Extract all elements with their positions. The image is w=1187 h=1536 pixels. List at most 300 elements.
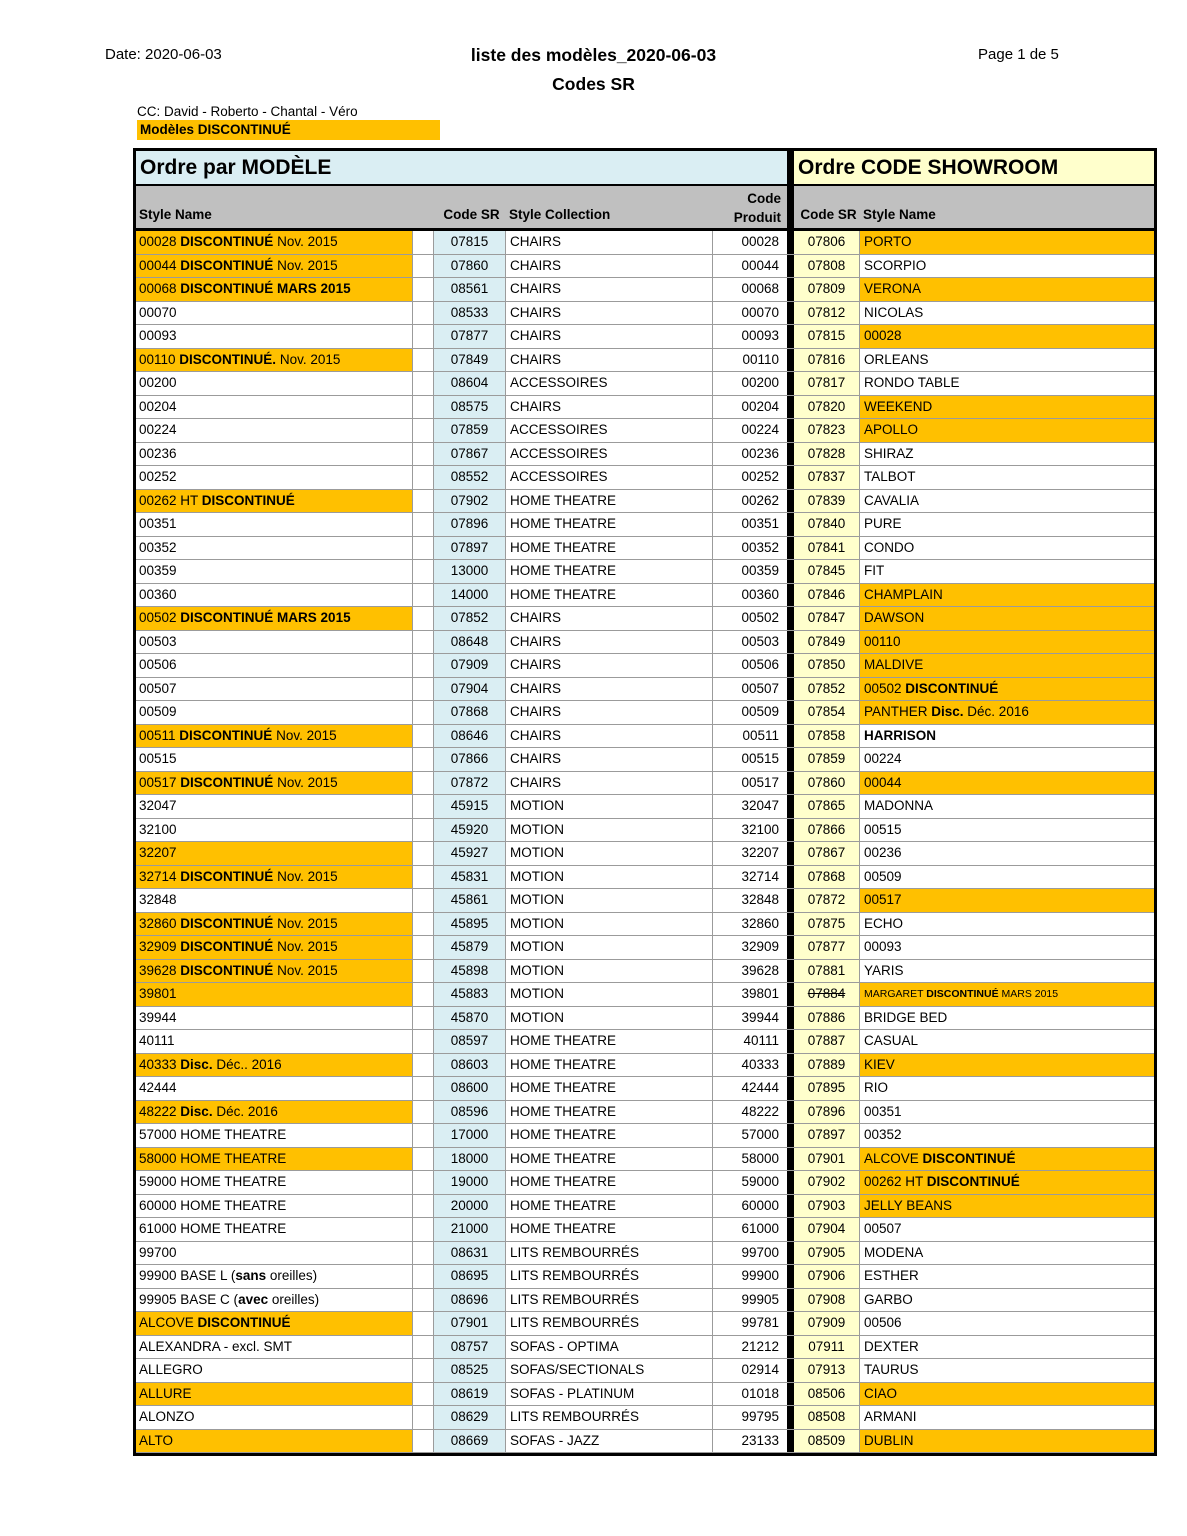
right-code-sr-cell: 07896 xyxy=(794,1101,860,1124)
code-sr-cell: 07867 xyxy=(434,443,506,466)
style-collection-cell: HOME THEATRE xyxy=(506,1148,713,1171)
code-sr-cell: 08629 xyxy=(434,1406,506,1429)
section-divider xyxy=(787,819,794,842)
code-sr-cell: 07868 xyxy=(434,701,506,724)
style-collection-cell: SOFAS - PLATINUM xyxy=(506,1383,713,1406)
section-divider xyxy=(787,983,794,1006)
right-style-name-cell: ORLEANS xyxy=(864,351,929,367)
style-collection-cell: HOME THEATRE xyxy=(506,1124,713,1147)
right-code-sr-cell: 07854 xyxy=(794,701,860,724)
style-name-cell: 00028 DISCONTINUÉ Nov. 2015 xyxy=(136,231,413,254)
section-divider xyxy=(787,1054,794,1077)
code-sr-cell: 17000 xyxy=(434,1124,506,1147)
section-divider xyxy=(787,654,794,677)
code-sr-cell: 07877 xyxy=(434,325,506,348)
code-produit-cell: 00502 xyxy=(741,610,779,625)
right-style-name-cell: DEXTER xyxy=(864,1338,919,1354)
style-name-cell: 57000 HOME THEATRE xyxy=(136,1124,413,1147)
code-produit-cell: 99795 xyxy=(741,1409,779,1424)
right-style-name-cell: JELLY BEANS xyxy=(860,1195,1154,1218)
table-row xyxy=(136,654,1154,678)
style-collection-cell: MOTION xyxy=(506,983,713,1006)
section-divider xyxy=(787,1430,794,1453)
code-produit-cell: 32909 xyxy=(741,939,779,954)
right-style-name-cell: TALBOT xyxy=(864,469,916,484)
code-produit-cell: 99900 xyxy=(741,1268,779,1283)
code-produit-cell: 40111 xyxy=(743,1033,779,1048)
right-style-name-cell: 00515 xyxy=(864,821,902,837)
table-row xyxy=(136,1077,1154,1101)
style-name-cell: ALTO xyxy=(136,1430,413,1453)
table-row xyxy=(136,325,1154,349)
table-row xyxy=(136,255,1154,279)
style-collection-cell: CHAIRS xyxy=(506,325,713,348)
code-sr-cell: 07866 xyxy=(434,748,506,771)
spacer-cell xyxy=(413,654,434,677)
cc-line: CC: David - Roberto - Chantal - Véro xyxy=(137,104,358,119)
code-sr-cell: 08552 xyxy=(434,466,506,489)
table-row xyxy=(136,231,1154,255)
spacer-cell xyxy=(413,678,434,701)
right-style-name-cell: 00236 xyxy=(864,845,902,860)
code-sr-cell: 08603 xyxy=(434,1054,506,1077)
table-row xyxy=(136,819,1154,843)
style-collection-cell: CHAIRS xyxy=(506,302,713,325)
style-collection-cell: HOME THEATRE xyxy=(506,560,713,583)
style-collection-cell: ACCESSOIRES xyxy=(506,466,713,489)
style-collection-cell: CHAIRS xyxy=(506,349,713,372)
right-code-sr-cell: 07905 xyxy=(794,1242,860,1265)
spacer-cell xyxy=(413,372,434,395)
right-code-sr-cell: 07906 xyxy=(794,1265,860,1288)
header-code-sr: Code SR xyxy=(443,206,500,222)
style-name-cell: 32848 xyxy=(136,889,413,912)
table-row xyxy=(136,1195,1154,1219)
section-divider xyxy=(787,1289,794,1312)
style-name-cell: 39801 xyxy=(136,983,413,1006)
code-sr-cell: 45927 xyxy=(434,842,506,865)
code-sr-cell: 08525 xyxy=(434,1359,506,1382)
style-collection-cell: HOME THEATRE xyxy=(506,1030,713,1053)
section-divider xyxy=(787,302,794,325)
style-collection-cell: CHAIRS xyxy=(506,255,713,278)
table-row xyxy=(136,396,1154,420)
code-sr-cell: 07901 xyxy=(434,1312,506,1335)
style-name-cell: 59000 HOME THEATRE xyxy=(136,1171,413,1194)
table-row xyxy=(136,913,1154,937)
right-style-name-cell: 00262 HT DISCONTINUÉ xyxy=(860,1171,1154,1194)
right-code-sr-cell: 07845 xyxy=(794,560,860,583)
style-name-cell: 32100 xyxy=(136,819,413,842)
table-row xyxy=(136,560,1154,584)
code-produit-cell: 99700 xyxy=(741,1244,779,1260)
code-produit-cell: 59000 xyxy=(741,1174,779,1189)
table-row xyxy=(136,725,1154,749)
code-sr-cell: 14000 xyxy=(434,584,506,607)
style-collection-cell: HOME THEATRE xyxy=(506,1171,713,1194)
right-code-sr-cell: 07911 xyxy=(794,1336,860,1359)
style-name-cell: 39944 xyxy=(136,1007,413,1030)
spacer-cell xyxy=(413,631,434,654)
right-style-name-cell: APOLLO xyxy=(860,419,1154,442)
section-divider xyxy=(787,631,794,654)
section-divider xyxy=(787,278,794,301)
section-divider xyxy=(787,231,794,254)
style-collection-cell: CHAIRS xyxy=(506,701,713,724)
right-code-sr-cell: 07865 xyxy=(794,795,860,818)
style-name-cell: ALEXANDRA - excl. SMT xyxy=(136,1336,413,1359)
right-code-sr-cell: 07886 xyxy=(794,1007,860,1030)
right-code-sr-cell: 07808 xyxy=(794,255,860,278)
code-produit-cell: 40333 xyxy=(741,1056,779,1072)
right-style-name-cell: BRIDGE BED xyxy=(864,1009,948,1025)
code-sr-cell: 20000 xyxy=(434,1195,506,1218)
code-produit-cell: 00028 xyxy=(741,234,779,249)
right-style-name-cell: NICOLAS xyxy=(864,304,924,320)
code-produit-cell: 00093 xyxy=(741,328,779,343)
code-sr-cell: 13000 xyxy=(434,560,506,583)
style-name-cell: 48222 Disc. Déc. 2016 xyxy=(136,1101,413,1124)
style-name-cell: 00503 xyxy=(136,631,413,654)
spacer-cell xyxy=(413,278,434,301)
right-code-sr-cell: 07841 xyxy=(794,537,860,560)
code-sr-cell: 07896 xyxy=(434,513,506,536)
section-divider xyxy=(787,466,794,489)
style-collection-cell: MOTION xyxy=(506,889,713,912)
section-divider xyxy=(787,607,794,630)
style-collection-cell: MOTION xyxy=(506,842,713,865)
document-subtitle: Codes SR xyxy=(552,74,635,94)
table-row xyxy=(136,1218,1154,1242)
style-collection-cell: HOME THEATRE xyxy=(506,537,713,560)
code-sr-cell: 45831 xyxy=(434,866,506,889)
code-produit-cell: 60000 xyxy=(741,1197,779,1213)
right-style-name-cell: RONDO TABLE xyxy=(864,375,960,390)
style-name-cell: 00515 xyxy=(136,748,413,771)
style-collection-cell: LITS REMBOURRÉS xyxy=(506,1242,713,1265)
code-produit-cell: 99905 xyxy=(741,1291,779,1307)
right-code-sr-cell: 07852 xyxy=(794,678,860,701)
section-divider xyxy=(787,1336,794,1359)
right-code-sr-cell: 07908 xyxy=(794,1289,860,1312)
right-style-name-cell: 00351 xyxy=(864,1103,902,1119)
style-name-cell: 32909 DISCONTINUÉ Nov. 2015 xyxy=(136,936,413,959)
code-produit-cell: 32848 xyxy=(741,892,779,907)
style-name-cell: 39628 DISCONTINUÉ Nov. 2015 xyxy=(136,960,413,983)
right-style-name-cell: YARIS xyxy=(864,962,904,978)
style-name-cell: 00506 xyxy=(136,654,413,677)
right-code-sr-cell: 07846 xyxy=(794,584,860,607)
style-collection-cell: HOME THEATRE xyxy=(506,1101,713,1124)
spacer-cell xyxy=(413,607,434,630)
header-style-collection: Style Collection xyxy=(509,206,611,222)
spacer-cell xyxy=(413,842,434,865)
style-name-cell: 00262 HT DISCONTINUÉ xyxy=(136,490,413,513)
spacer-cell xyxy=(413,302,434,325)
style-collection-cell: LITS REMBOURRÉS xyxy=(506,1312,713,1335)
code-produit-cell: 00110 xyxy=(742,351,779,367)
code-sr-cell: 08757 xyxy=(434,1336,506,1359)
style-collection-cell: ACCESSOIRES xyxy=(506,372,713,395)
section-divider xyxy=(787,372,794,395)
right-code-sr-cell: 07837 xyxy=(794,466,860,489)
spacer-cell xyxy=(413,1148,434,1171)
style-name-cell: 00093 xyxy=(136,325,413,348)
style-name-cell: 00224 xyxy=(136,419,413,442)
header-style-name: Style Name xyxy=(139,206,212,222)
code-produit-cell: 00509 xyxy=(741,704,779,719)
section-divider xyxy=(787,419,794,442)
spacer-cell xyxy=(413,466,434,489)
spacer-cell xyxy=(413,725,434,748)
style-name-cell: 00517 DISCONTINUÉ Nov. 2015 xyxy=(136,772,413,795)
style-collection-cell: LITS REMBOURRÉS xyxy=(506,1265,713,1288)
right-style-name-cell: 00517 xyxy=(860,889,1154,912)
right-style-name-cell: CHAMPLAIN xyxy=(860,584,1154,607)
date-label: Date: 2020-06-03 xyxy=(105,46,222,63)
section-divider xyxy=(787,513,794,536)
style-collection-cell: HOME THEATRE xyxy=(506,1054,713,1077)
table-row xyxy=(136,302,1154,326)
style-name-cell: 00511 DISCONTINUÉ Nov. 2015 xyxy=(136,725,413,748)
table-row xyxy=(136,866,1154,890)
spacer-cell xyxy=(413,231,434,254)
right-style-name-cell: 00352 xyxy=(864,1127,902,1142)
section-divider xyxy=(787,748,794,771)
spacer-cell xyxy=(413,1007,434,1030)
style-name-cell: 00507 xyxy=(136,678,413,701)
style-collection-cell: SOFAS - OPTIMA xyxy=(506,1336,713,1359)
code-produit-cell: 21212 xyxy=(741,1338,779,1354)
code-sr-cell: 08646 xyxy=(434,725,506,748)
spacer-cell xyxy=(413,419,434,442)
spacer-cell xyxy=(413,1030,434,1053)
table-row xyxy=(136,1406,1154,1430)
code-sr-cell: 08597 xyxy=(434,1030,506,1053)
code-sr-cell: 08619 xyxy=(434,1383,506,1406)
code-sr-cell: 45920 xyxy=(434,819,506,842)
table-row xyxy=(136,1007,1154,1031)
right-code-sr-cell: 07815 xyxy=(794,325,860,348)
code-sr-cell: 45883 xyxy=(434,983,506,1006)
section-divider xyxy=(787,1406,794,1429)
section-divider xyxy=(787,490,794,513)
right-style-name-cell: RIO xyxy=(864,1080,889,1095)
right-style-name-cell: SCORPIO xyxy=(864,257,927,273)
right-code-sr-cell: 07913 xyxy=(794,1359,860,1382)
code-produit-cell: 02914 xyxy=(741,1362,779,1377)
spacer-cell xyxy=(413,1242,434,1265)
right-style-name-cell: CONDO xyxy=(864,539,915,555)
code-produit-cell: 48222 xyxy=(741,1103,779,1119)
right-code-sr-cell: 07887 xyxy=(794,1030,860,1053)
table-row xyxy=(136,772,1154,796)
section-divider xyxy=(787,1077,794,1100)
right-code-sr-cell: 07847 xyxy=(794,607,860,630)
code-sr-cell: 08631 xyxy=(434,1242,506,1265)
style-name-cell: 32207 xyxy=(136,842,413,865)
style-collection-cell: MOTION xyxy=(506,1007,713,1030)
code-produit-cell: 23133 xyxy=(741,1432,779,1448)
style-name-cell: ALONZO xyxy=(136,1406,413,1429)
style-collection-cell: LITS REMBOURRÉS xyxy=(506,1289,713,1312)
code-produit-cell: 32860 xyxy=(741,915,779,931)
table-row xyxy=(136,1171,1154,1195)
section-divider xyxy=(787,1030,794,1053)
style-collection-cell: HOME THEATRE xyxy=(506,1218,713,1241)
code-produit-cell: 39944 xyxy=(741,1009,779,1025)
style-name-cell: 00044 DISCONTINUÉ Nov. 2015 xyxy=(136,255,413,278)
right-code-sr-cell: 07867 xyxy=(794,842,860,865)
style-name-cell: 58000 HOME THEATRE xyxy=(136,1148,413,1171)
table-row xyxy=(136,584,1154,608)
style-name-cell: 40111 xyxy=(136,1030,413,1053)
code-produit-cell: 00507 xyxy=(741,680,779,696)
style-name-cell: ALLURE xyxy=(136,1383,413,1406)
spacer-cell xyxy=(413,795,434,818)
right-code-sr-cell: 07875 xyxy=(794,913,860,936)
section-divider xyxy=(787,725,794,748)
section-divider xyxy=(787,1195,794,1218)
code-sr-cell: 18000 xyxy=(434,1148,506,1171)
right-style-name-cell: 00110 xyxy=(860,631,1154,654)
section-divider xyxy=(787,537,794,560)
style-name-cell: ALCOVE DISCONTINUÉ xyxy=(136,1312,413,1335)
right-code-sr-cell: 07858 xyxy=(794,725,860,748)
table-row xyxy=(136,1124,1154,1148)
code-sr-cell: 45879 xyxy=(434,936,506,959)
code-produit-cell: 32047 xyxy=(741,798,779,813)
spacer-cell xyxy=(413,1406,434,1429)
table-row xyxy=(136,513,1154,537)
code-sr-cell: 45898 xyxy=(434,960,506,983)
header-code-produit: Code Produit xyxy=(733,191,781,225)
spacer-cell xyxy=(413,537,434,560)
spacer-cell xyxy=(413,819,434,842)
spacer-cell xyxy=(413,396,434,419)
spacer-cell xyxy=(413,325,434,348)
right-style-name-cell: MALDIVE xyxy=(860,654,1154,677)
table-row xyxy=(136,278,1154,302)
section-divider xyxy=(787,396,794,419)
spacer-cell xyxy=(413,1171,434,1194)
right-code-sr-cell: 07901 xyxy=(794,1148,860,1171)
right-code-sr-cell: 07840 xyxy=(794,513,860,536)
right-code-sr-cell: 07828 xyxy=(794,443,860,466)
style-name-cell: 42444 xyxy=(136,1077,413,1100)
table-row xyxy=(136,1430,1154,1454)
table-row xyxy=(136,795,1154,819)
right-code-sr-cell: 07889 xyxy=(794,1054,860,1077)
code-produit-cell: 39801 xyxy=(741,986,779,1001)
right-code-sr-cell: 07859 xyxy=(794,748,860,771)
right-style-name-cell: MODENA xyxy=(864,1244,924,1260)
code-produit-cell: 58000 xyxy=(741,1150,779,1166)
models-table xyxy=(133,148,1157,1456)
right-style-name-cell: 00502 DISCONTINUÉ xyxy=(860,678,1154,701)
section-divider xyxy=(787,1007,794,1030)
style-name-cell: 00509 xyxy=(136,701,413,724)
right-code-sr-cell: 08508 xyxy=(794,1406,860,1429)
spacer-cell xyxy=(413,913,434,936)
table-row xyxy=(136,1312,1154,1336)
table-row xyxy=(136,1383,1154,1407)
style-collection-cell: CHAIRS xyxy=(506,231,713,254)
spacer-cell xyxy=(413,1218,434,1241)
style-collection-cell: MOTION xyxy=(506,795,713,818)
code-sr-cell: 07852 xyxy=(434,607,506,630)
right-style-name-cell: GARBO xyxy=(864,1291,913,1307)
table-row xyxy=(136,1265,1154,1289)
right-code-sr-cell: 07812 xyxy=(794,302,860,325)
table-row xyxy=(136,607,1154,631)
table-row xyxy=(136,701,1154,725)
table-row xyxy=(136,419,1154,443)
right-style-name-cell: ESTHER xyxy=(864,1268,919,1283)
code-produit-cell: 00506 xyxy=(741,657,779,672)
table-row xyxy=(136,631,1154,655)
code-sr-cell: 08604 xyxy=(434,372,506,395)
section-divider xyxy=(787,772,794,795)
section-divider xyxy=(787,560,794,583)
right-code-sr-cell: 07903 xyxy=(794,1195,860,1218)
spacer-cell xyxy=(413,1265,434,1288)
right-style-name-cell: CAVALIA xyxy=(864,492,920,508)
code-produit-cell: 42444 xyxy=(741,1080,779,1095)
section-divider xyxy=(787,889,794,912)
right-style-name-cell: KIEV xyxy=(860,1054,1154,1077)
section-divider xyxy=(787,325,794,348)
style-name-cell: 99905 BASE C (avec oreilles) xyxy=(136,1289,413,1312)
right-code-sr-cell: 07823 xyxy=(794,419,860,442)
section-divider xyxy=(787,1171,794,1194)
code-produit-cell: 32100 xyxy=(741,821,779,837)
code-sr-cell: 08561 xyxy=(434,278,506,301)
table-row xyxy=(136,936,1154,960)
spacer-cell xyxy=(413,983,434,1006)
table-row xyxy=(136,1289,1154,1313)
section-divider xyxy=(787,255,794,278)
right-style-name-cell: TAURUS xyxy=(864,1362,919,1377)
style-name-cell: 32860 DISCONTINUÉ Nov. 2015 xyxy=(136,913,413,936)
style-collection-cell: MOTION xyxy=(506,819,713,842)
right-style-name-cell: 00506 xyxy=(864,1315,902,1330)
section-divider xyxy=(787,960,794,983)
right-code-sr-cell: 07806 xyxy=(794,231,860,254)
section-divider xyxy=(787,1242,794,1265)
right-style-name-cell: CASUAL xyxy=(864,1033,919,1048)
right-code-sr-cell: 07868 xyxy=(794,866,860,889)
code-produit-cell: 32207 xyxy=(741,845,779,860)
spacer-cell xyxy=(413,490,434,513)
code-produit-cell: 00044 xyxy=(741,257,779,273)
right-code-sr-cell: 07820 xyxy=(794,396,860,419)
table-row xyxy=(136,490,1154,514)
right-style-name-cell: HARRISON xyxy=(864,727,937,743)
code-sr-cell: 07897 xyxy=(434,537,506,560)
code-produit-cell: 00515 xyxy=(741,751,779,766)
table-row xyxy=(136,1030,1154,1054)
style-name-cell: 00351 xyxy=(136,513,413,536)
style-collection-cell: CHAIRS xyxy=(506,278,713,301)
right-code-sr-cell: 07809 xyxy=(794,278,860,301)
code-produit-cell: 01018 xyxy=(741,1385,779,1401)
spacer-cell xyxy=(413,1359,434,1382)
right-code-sr-cell: 07902 xyxy=(794,1171,860,1194)
spacer-cell xyxy=(413,255,434,278)
code-sr-cell: 08695 xyxy=(434,1265,506,1288)
right-code-sr-cell: 07860 xyxy=(794,772,860,795)
